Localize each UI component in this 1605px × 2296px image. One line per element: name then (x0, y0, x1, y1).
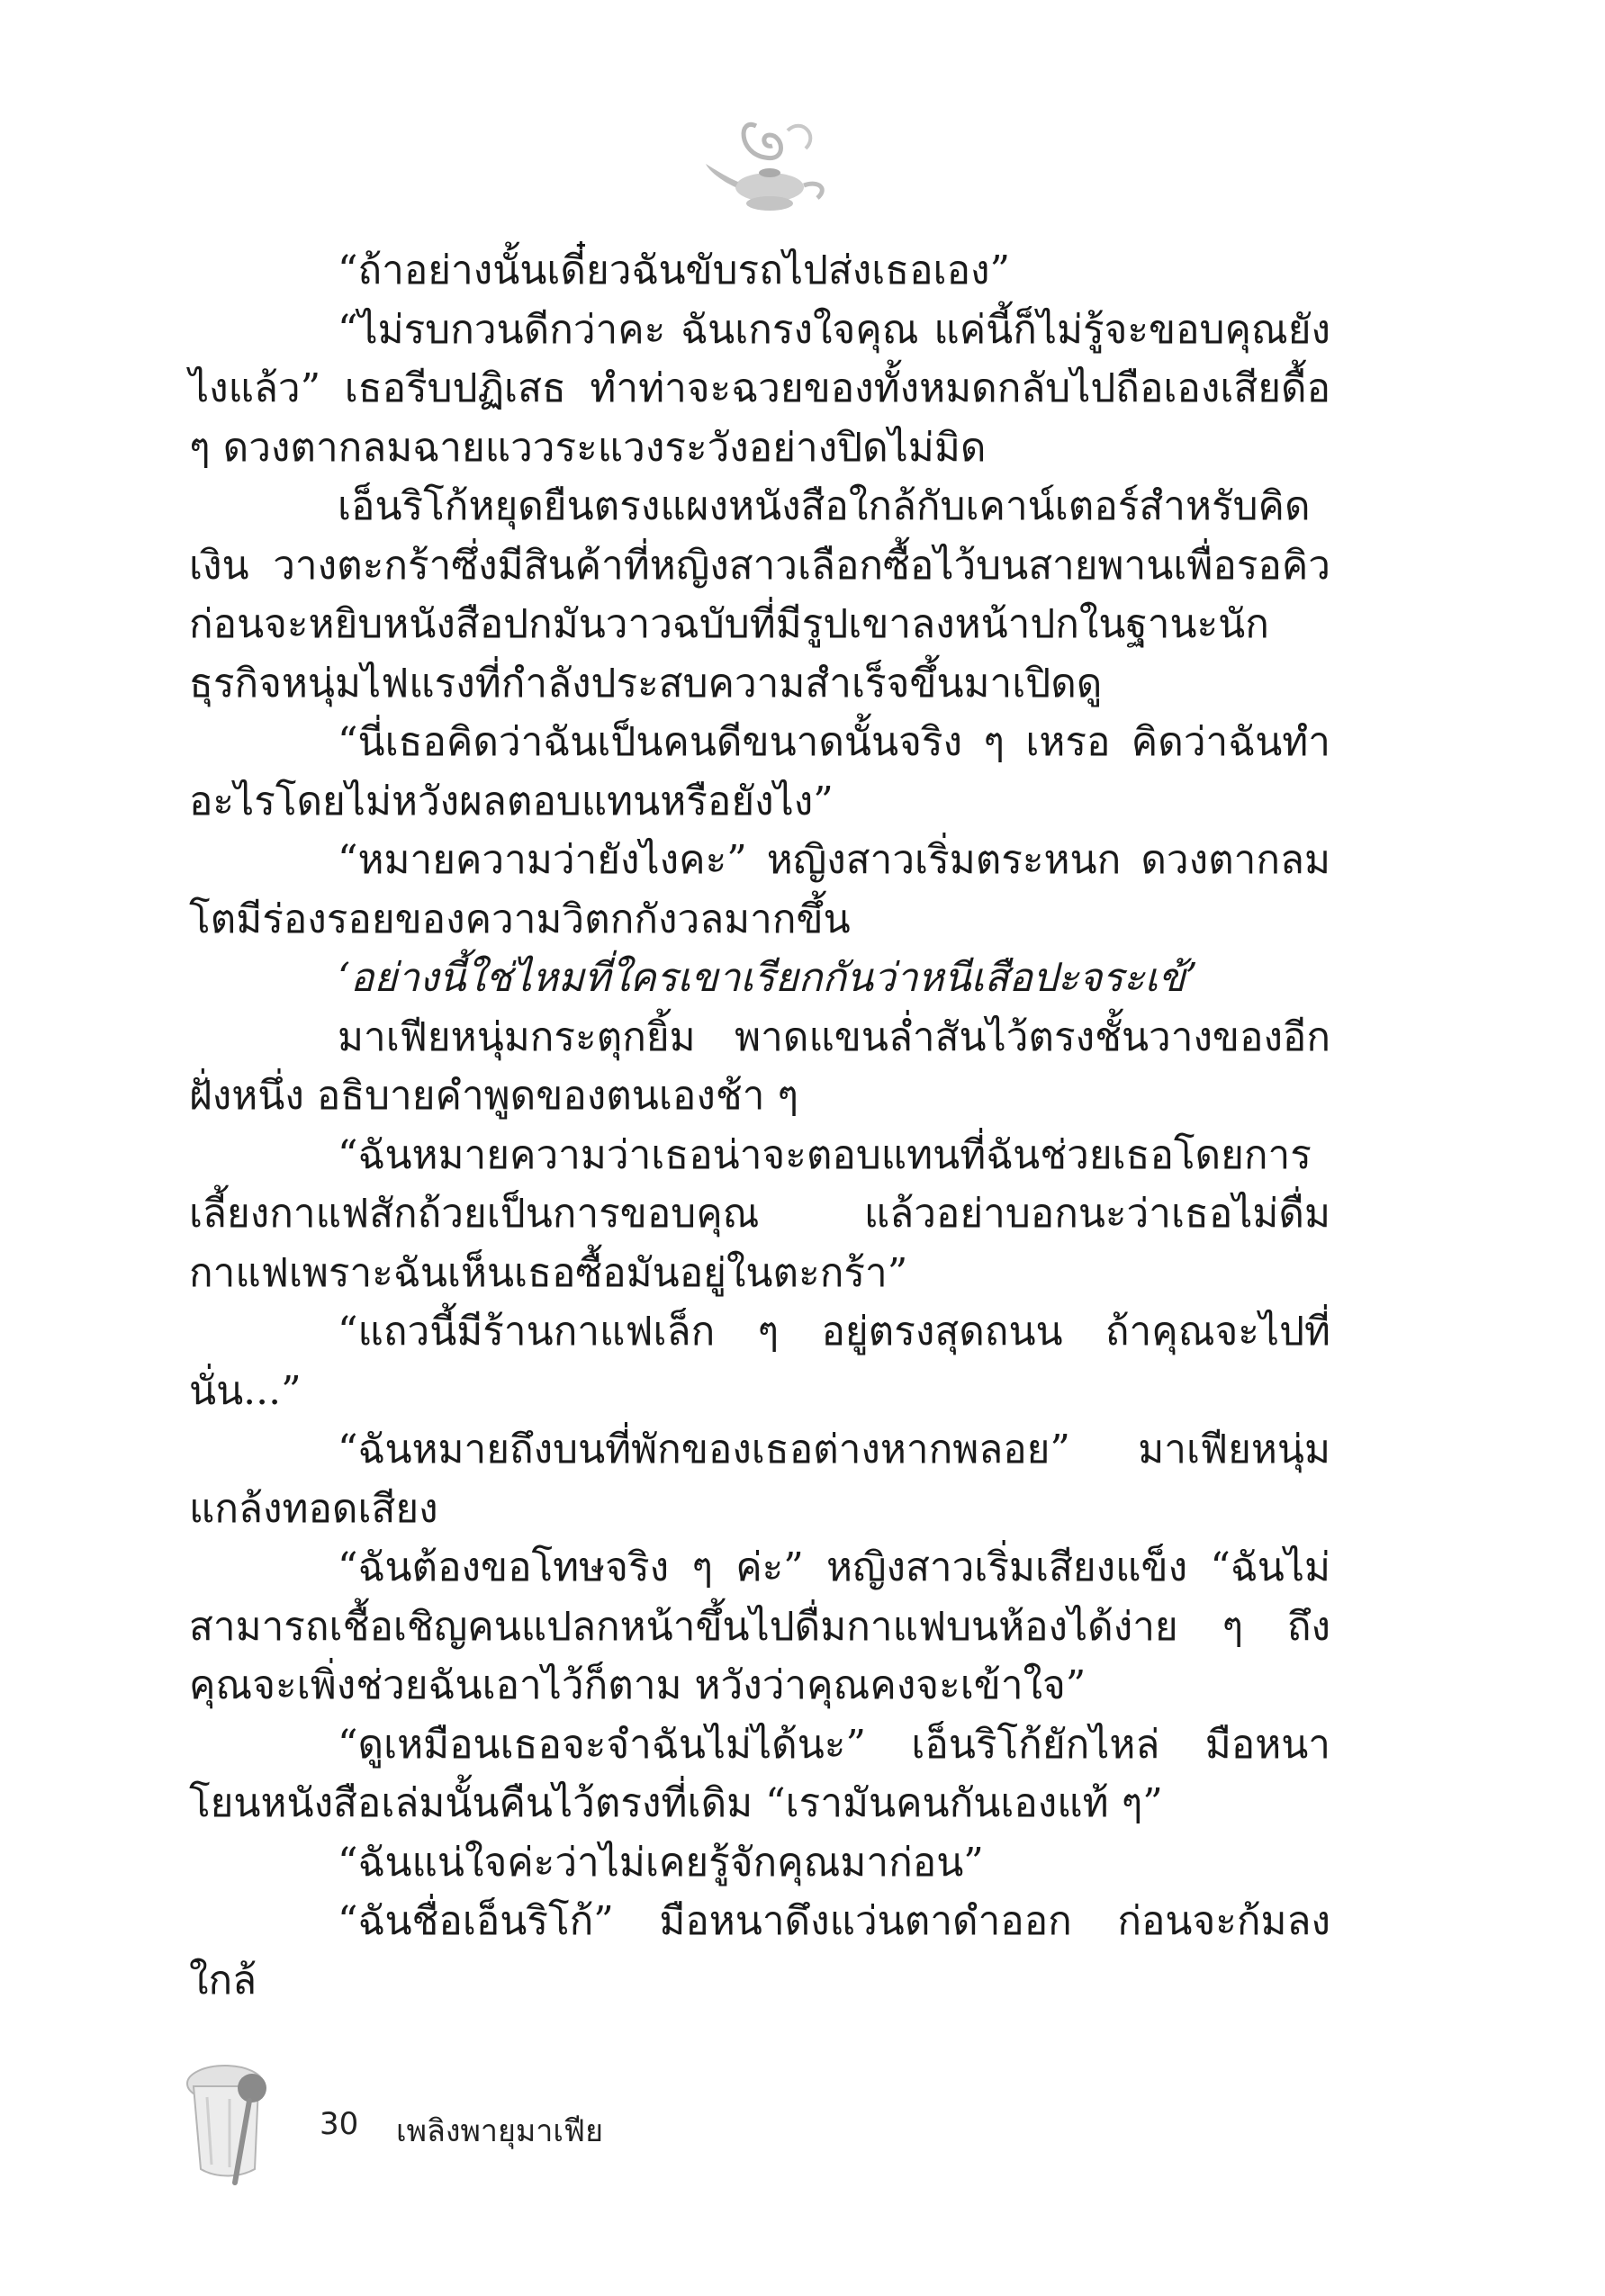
paragraph: “นี่เธอคิดว่าฉันเป็นคนดีขนาดนั้นจริง ๆ เหรอ คิดว่าฉันทำอะไรโดยไม่หวังผลตอบแทนหรือยังไง” (189, 719, 1330, 824)
paragraph: “ฉันหมายถึงบนที่พักของเธอต่างหากพลอย” มาเฟียหนุ่มแกล้งทอดเสียง (189, 1427, 1330, 1532)
paragraph: “ฉันแน่ใจค่ะว่าไม่เคยรู้จักคุณมาก่อน” (338, 1839, 984, 1886)
paragraph: ‘อย่างนี้ใช่ไหมที่ใครเขาเรียกกันว่าหนีเสือปะจระเข้’ (338, 955, 1198, 1001)
paragraph: “แถวนี้มีร้านกาแฟเล็ก ๆ อยู่ตรงสุดถนน ถ้าคุณจะไปที่นั่น...” (189, 1309, 1330, 1414)
paragraph: มาเฟียหนุ่มกระตุกยิ้ม พาดแขนล่ำสันไว้ตรงชั้นวางของอีกฝั่งหนึ่ง อธิบายคำพูดของตนเองช้า ๆ (189, 1013, 1330, 1119)
paragraph: “ฉันต้องขอโทษจริง ๆ ค่ะ” หญิงสาวเริ่มเสียงแข็ง “ฉันไม่สามารถเชื้อเชิญคนแปลกหน้าขึ้นไปดื่มกาแฟบนห้องได้ง่าย ๆ ถึงคุณจะเพิ่งช่วยฉันเอาไว้ก็ตาม หวังว่าคุณคงจะเข้าใจ” (189, 1544, 1330, 1708)
paragraph: “ฉันชื่อเอ็นริโก้” มือหนาดึงแว่นตาดำออก ก่อนจะก้มลงใกล้ (189, 1898, 1330, 2003)
paragraph: “ไม่รบกวนดีกว่าคะ ฉันเกรงใจคุณ แค่นี้ก็ไม่รู้จะขอบคุณยังไงแล้ว” เธอรีบปฏิเสธ ทำท่าจะฉวยของทั้งหมดกลับไปถือเองเสียดื้อ ๆ ดวงตากลมฉายแววระแวงระวังอย่างปิดไม่มิด (189, 306, 1330, 471)
book-title: เพลิงพายุมาเฟีย (396, 2113, 604, 2149)
paragraph: เอ็นริโก้หยุดยืนตรงแผงหนังสือใกล้กับเคาน์เตอร์สำหรับคิดเงิน วางตะกร้าซึ่งมีสินค้าที่หญิงสาวเลือกซื้อไว้บนสายพานเพื่อรอคิว ก่อนจะหยิบหนังสือปกมันวาวฉบับที่มีรูปเขาลงหน้าปกในฐานะนักธุรกิจหนุ่มไฟแรงที่กำลังประสบความสำเร็จขึ้นมาเปิดดู (189, 483, 1330, 707)
page-footer (176, 2061, 806, 2196)
paragraph: “ถ้าอย่างนั้นเดี๋ยวฉันขับรถไปส่งเธอเอง” (338, 248, 1010, 293)
genie-lamp-icon (702, 108, 837, 225)
body-text (189, 241, 1330, 2010)
chef-hat-ladle-icon (176, 2061, 293, 2200)
paragraph: “หมายความว่ายังไงคะ” หญิงสาวเริ่มตระหนก ดวงตากลมโตมีร่องรอยของความวิตกกังวลมากขึ้น (189, 837, 1330, 942)
paragraph: “ฉันหมายความว่าเธอน่าจะตอบแทนที่ฉันช่วยเธอโดยการเลี้ยงกาแฟสักถ้วยเป็นการขอบคุณ แล้วอย่าบอกนะว่าเธอไม่ดื่มกาแฟเพราะฉันเห็นเธอซื้อมันอยู่ในตะกร้า” (189, 1131, 1330, 1296)
page-number: 30 (320, 2106, 359, 2142)
paragraph: “ดูเหมือนเธอจะจำฉันไม่ได้นะ” เอ็นริโก้ยักไหล่ มือหนาโยนหนังสือเล่มนั้นคืนไว้ตรงที่เดิม “เรามันคนกันเองแท้ ๆ” (189, 1721, 1330, 1826)
